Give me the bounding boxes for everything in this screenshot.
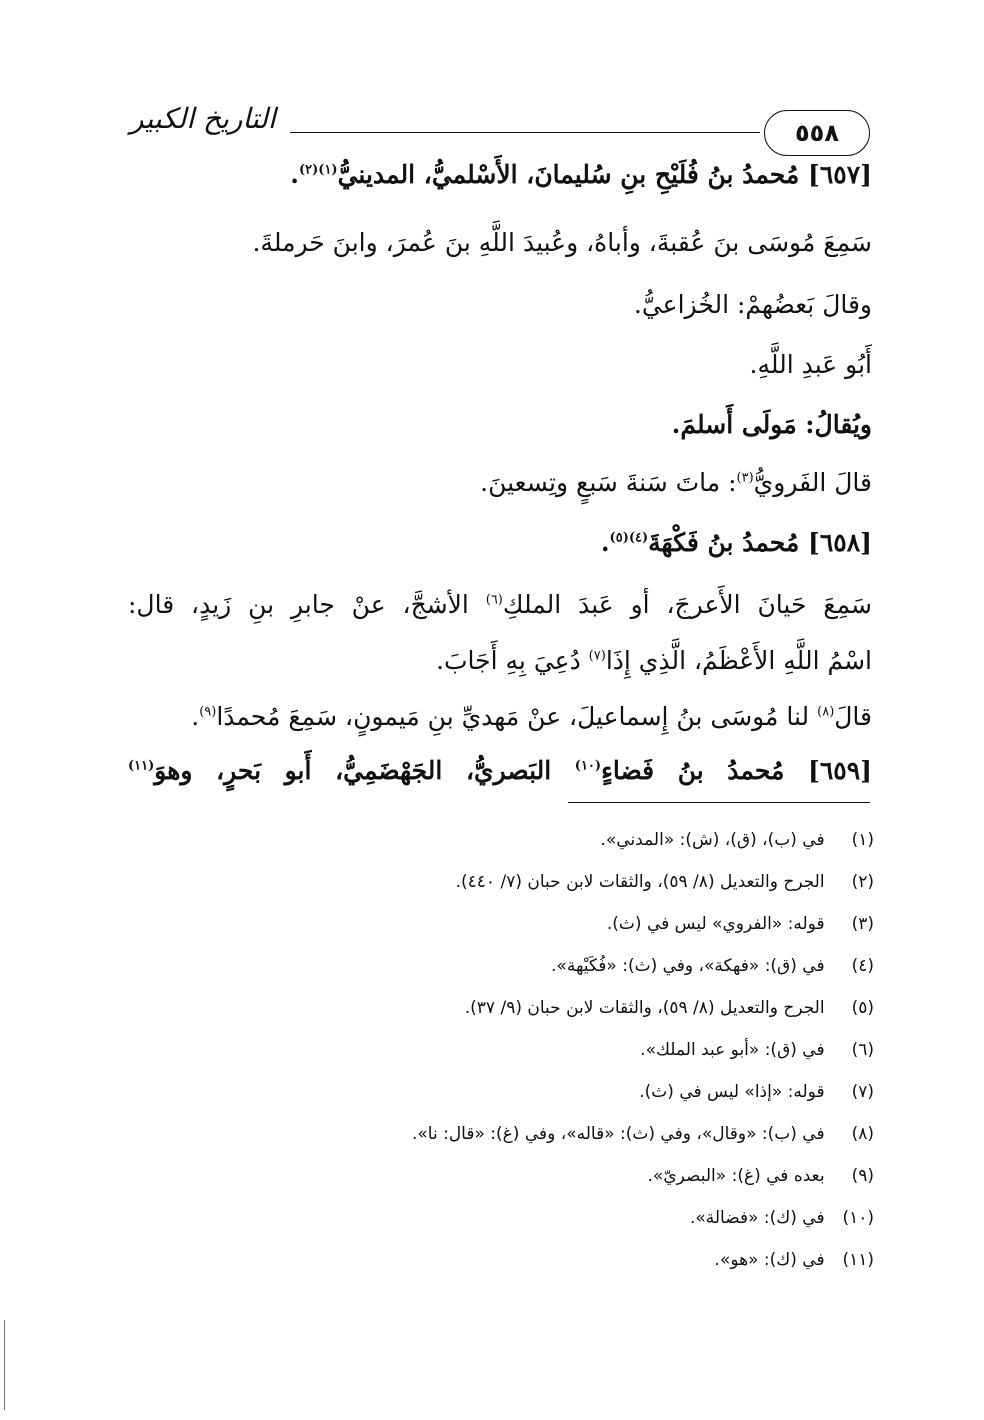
text-line: قالَ$^{(٨)}$ لنا مُوسَى بنُ إِسماعيلَ، عنْ مَهديِّ بنِ مَيمونٍ، سَمِعَ مُحمدًا$^{(٩)}$. [191,702,872,731]
footnote-marker: (١١) [128,758,155,774]
footnote: (١١) في (ك): «هو». [714,1250,874,1270]
footnote-separator [568,802,870,803]
footnote: (٨) في (ب): «وقال»، وفي (ث): «قاله»، وفي (غ): «قال: نا». [411,1124,874,1144]
footnote-marker: (٨) [817,704,835,720]
text-line: سَمِعَ حَيانَ الأَعرجَ، أو عَبدَ الملكِ$^{(٦)}$ الأشجَّ، عنْ جابرِ بنِ زَيدٍ، قال: [128,590,872,619]
footnote: (١٠) في (ك): «فضالة». [689,1208,874,1228]
footnote: (١) في (ب)، (ق)، (ش): «المدني». [600,830,874,850]
footnote: (٥) الجرح والتعديل (٨/ ٥٩)، والثقات لابن حبان (٩/ ٣٧). [464,998,874,1018]
footnote-marker: (٣) [736,470,754,486]
footnote: (٤) في (ق): «فهكة»، وفي (ث): «فُكَيْهة». [551,956,874,976]
footnote: (٦) في (ق): «أبو عبد الملك». [640,1040,874,1060]
entry-657-heading: [٦٥٧] مُحمدُ بنُ فُلَيْحِ بنِ سُليمانَ، الأَسْلميُّ، المدينيُّ$^{(١)(٢)}$. [290,160,872,189]
footnote: (٧) قوله: «إذا» ليس في (ث). [639,1082,874,1102]
text-line: ويُقالُ: مَولَى أَسلمَ. [671,410,872,439]
footnote: (٢) الجرح والتعديل (٨/ ٥٩)، والثقات لابن حبان (٧/ ٤٤٠). [455,872,874,892]
footnote-marker: (٦) [485,592,503,608]
entry-658-heading: [٦٥٨] مُحمدُ بنُ فَكْهَةَ$^{(٤)(٥)}$. [600,528,872,557]
footnote-marker: (٤)(٥) [609,530,649,546]
footnote-marker: (١٠) [574,758,602,774]
text-line: سَمِعَ مُوسَى بنَ عُقبةَ، وأباهُ، وعُبيدَ اللَّهِ بنَ عُمرَ، وابنَ حَرملةَ. [252,228,872,257]
main-text [128,0,872,800]
scan-margin-mark [4,1320,7,1410]
running-title: التاريخ الكبير [130,102,276,135]
text-line: أَبُو عَبدِ اللَّهِ. [749,350,872,379]
text-line: اسْمُ اللَّهِ الأَعْظَمُ، الَّذِي إِذَا$^{(٧)}$ دُعِيَ بِهِ أَجَابَ. [436,646,872,675]
text-line: قالَ الفَرويُّ$^{(٣)}$: ماتَ سَنةَ سَبعٍ وتِسعينَ. [480,468,872,497]
footnote: (٣) قوله: «الفروي» ليس في (ث). [606,914,874,934]
entry-659-heading: [٦٥٩] مُحمدُ بنُ فَضاءٍ$^{(١٠)}$ البَصريُّ، الجَهْضَمِيُّ، أَبو بَحرٍ، وهوَ$^{(١١)}$ [128,756,872,785]
footnote-marker: (٧) [588,648,606,664]
footnote-marker: (٩) [199,704,217,720]
footnote-marker: (١)(٢) [298,162,338,178]
text-line: وقالَ بَعضُهمْ: الخُزاعيُّ. [633,290,872,319]
footnote: (٩) بعده في (غ): «البصريّ». [647,1166,874,1186]
page-number: ٥٥٨ [764,110,870,156]
